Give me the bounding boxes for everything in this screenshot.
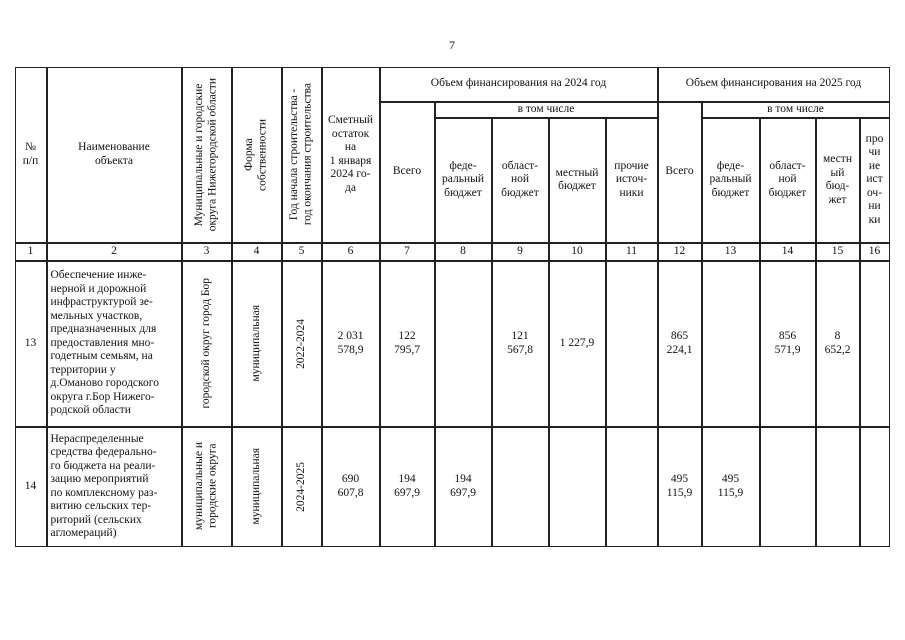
header-num [15,67,47,243]
colnum-15 [816,243,860,261]
row14-total-2024 [380,427,435,547]
row14-local-2025 [816,427,860,547]
colnum-16 [860,243,890,261]
colnum-5 [282,243,322,261]
header-federal-2025-text: феде- ральный бюджет [709,159,752,199]
row14-num [15,427,47,547]
colnum-2-text: 2 [111,244,117,257]
row14-federal-2024-text: 194 697,9 [450,473,476,499]
row14-years [282,427,322,547]
header-name-text: Наименование объекта [78,141,150,167]
colnum-1-text: 1 [27,244,34,257]
row13-local-2025-text: 8 652,2 [824,330,851,356]
colnum-14 [760,243,816,261]
colnum-11-text: 11 [625,244,638,257]
row13-total-2025-text: 865 224,1 [666,330,693,356]
row13-remainder [322,261,380,427]
colnum-12-text: 12 [673,244,686,257]
row13-district-text: городской округ город Бор [199,278,212,409]
row14-num-text: 14 [24,479,37,492]
header-incl-2025 [702,102,890,118]
header-federal-2025 [702,118,760,243]
row14-ownership [232,427,282,547]
row13-ownership-text: муниципальная [249,305,262,382]
header-num-text: № п/п [22,141,39,167]
row13-name [47,261,182,427]
colnum-4 [232,243,282,261]
header-fin-2025-text: Объем финансирования на 2025 год [685,77,862,90]
header-total-2024-text: Всего [392,165,422,178]
header-regional-2024 [492,118,549,243]
row13-federal-2024 [435,261,492,427]
row13-years-text: 2022-2024 [294,318,307,369]
header-total-2025-text: Всего [665,165,694,178]
header-incl-2024 [435,102,658,118]
row13-remainder-text: 2 031 578,9 [337,330,364,356]
header-total-2025 [658,102,702,243]
colnum-3 [182,243,232,261]
header-ownership-text: Форма собственности [243,118,269,191]
header-other-2025 [860,118,890,243]
page-number: 7 [449,38,455,52]
colnum-2 [47,243,182,261]
header-regional-2024-text: област- ной бюджет [501,159,539,199]
colnum-5-text: 5 [298,244,305,257]
header-federal-2024-text: феде- ральный бюджет [442,159,484,199]
header-remainder [322,67,380,243]
row14-federal-2025 [702,427,760,547]
header-incl-2025-text: в том числе [767,102,824,115]
row13-total-2024-text: 122 795,7 [394,330,420,356]
row13-years [282,261,322,427]
header-incl-2024-text: в том числе [517,102,575,115]
header-other-2024 [606,118,658,243]
header-fin-2025 [658,67,890,102]
row14-remainder [322,427,380,547]
header-federal-2024 [435,118,492,243]
row14-total-2025 [658,427,702,547]
row14-name-text: Нераспределенные средства федерально- го бюджета на реали- зацию мероприятий по комплексному раз- витию сельских тер- риторий (сельских агломераций) [50,432,158,539]
row14-local-2024 [549,427,606,547]
row13-local-2025 [816,261,860,427]
row14-federal-2025-text: 495 115,9 [717,473,744,499]
colnum-7 [380,243,435,261]
colnum-14-text: 14 [781,244,794,257]
row13-regional-2024-text: 121 567,8 [507,330,533,356]
row13-num-text: 13 [24,336,37,349]
colnum-12 [658,243,702,261]
row13-total-2024 [380,261,435,427]
colnum-10-text: 10 [571,244,583,257]
header-local-2025-text: местн ый бюд- жет [823,153,852,206]
colnum-7-text: 7 [404,244,410,257]
header-regional-2025 [760,118,816,243]
colnum-11 [606,243,658,261]
colnum-15-text: 15 [831,244,844,257]
header-fin-2024-text: Объем финансирования на 2024 год [430,77,607,90]
row14-district [182,427,232,547]
row14-ownership-text: муниципальная [249,448,262,525]
header-years-text: Год начала строительства - год окончания строительства [288,83,314,226]
row13-other-2024 [606,261,658,427]
header-regional-2025-text: област- ной бюджет [768,159,807,199]
row14-district-text: муниципальные и городские округа [193,442,219,531]
row14-name [47,427,182,547]
colnum-16-text: 16 [868,244,881,257]
row13-federal-2025 [702,261,760,427]
row13-district [182,261,232,427]
row13-name-text: Обеспечение инже- нерной и дорожной инфраструктурой зе- мельных участков, предназначенных для предоставления мно- годетным семьям, на территории у д.Оманово городского округа г.Бор Нижего- родской области [50,269,159,417]
row14-federal-2024 [435,427,492,547]
row13-local-2024 [549,261,606,427]
row13-num [15,261,47,427]
colnum-6-text: 6 [347,244,354,257]
colnum-4-text: 4 [253,244,260,257]
row14-total-2024-text: 194 697,9 [394,473,420,499]
colnum-3-text: 3 [203,244,210,257]
row13-other-2025 [860,261,890,427]
header-local-2025 [816,118,860,243]
header-other-2024-text: прочие источ- ники [614,159,649,199]
header-district [182,67,232,243]
row14-years-text: 2024-2025 [294,461,307,512]
header-name [47,67,182,243]
header-local-2024 [549,118,606,243]
colnum-9 [492,243,549,261]
row14-regional-2024 [492,427,549,547]
row14-total-2025-text: 495 115,9 [666,473,693,499]
header-ownership [232,67,282,243]
header-district-text: Муниципальные и городские округа Нижегородской области [193,77,219,232]
row13-local-2024-text: 1 227,9 [559,336,595,349]
row13-regional-2025-text: 856 571,9 [774,330,801,356]
row13-regional-2025 [760,261,816,427]
row14-other-2025 [860,427,890,547]
row14-remainder-text: 690 607,8 [337,473,364,499]
colnum-13 [702,243,760,261]
colnum-10 [549,243,606,261]
header-other-2025-text: про чи ие ист оч- ни ки [865,132,884,226]
colnum-9-text: 9 [517,244,523,257]
header-years [282,67,322,243]
row13-ownership [232,261,282,427]
colnum-1 [15,243,47,261]
header-local-2024-text: местный бюджет [555,166,599,192]
financing-table [15,67,890,547]
colnum-8-text: 8 [460,244,466,257]
row14-regional-2025 [760,427,816,547]
colnum-6 [322,243,380,261]
header-remainder-text: Сметный остаток на 1 января 2024 го- да [327,114,374,194]
row14-other-2024 [606,427,658,547]
colnum-8 [435,243,492,261]
header-total-2024 [380,102,435,243]
header-fin-2024 [380,67,658,102]
colnum-13-text: 13 [724,244,737,257]
row13-total-2025 [658,261,702,427]
row13-regional-2024 [492,261,549,427]
